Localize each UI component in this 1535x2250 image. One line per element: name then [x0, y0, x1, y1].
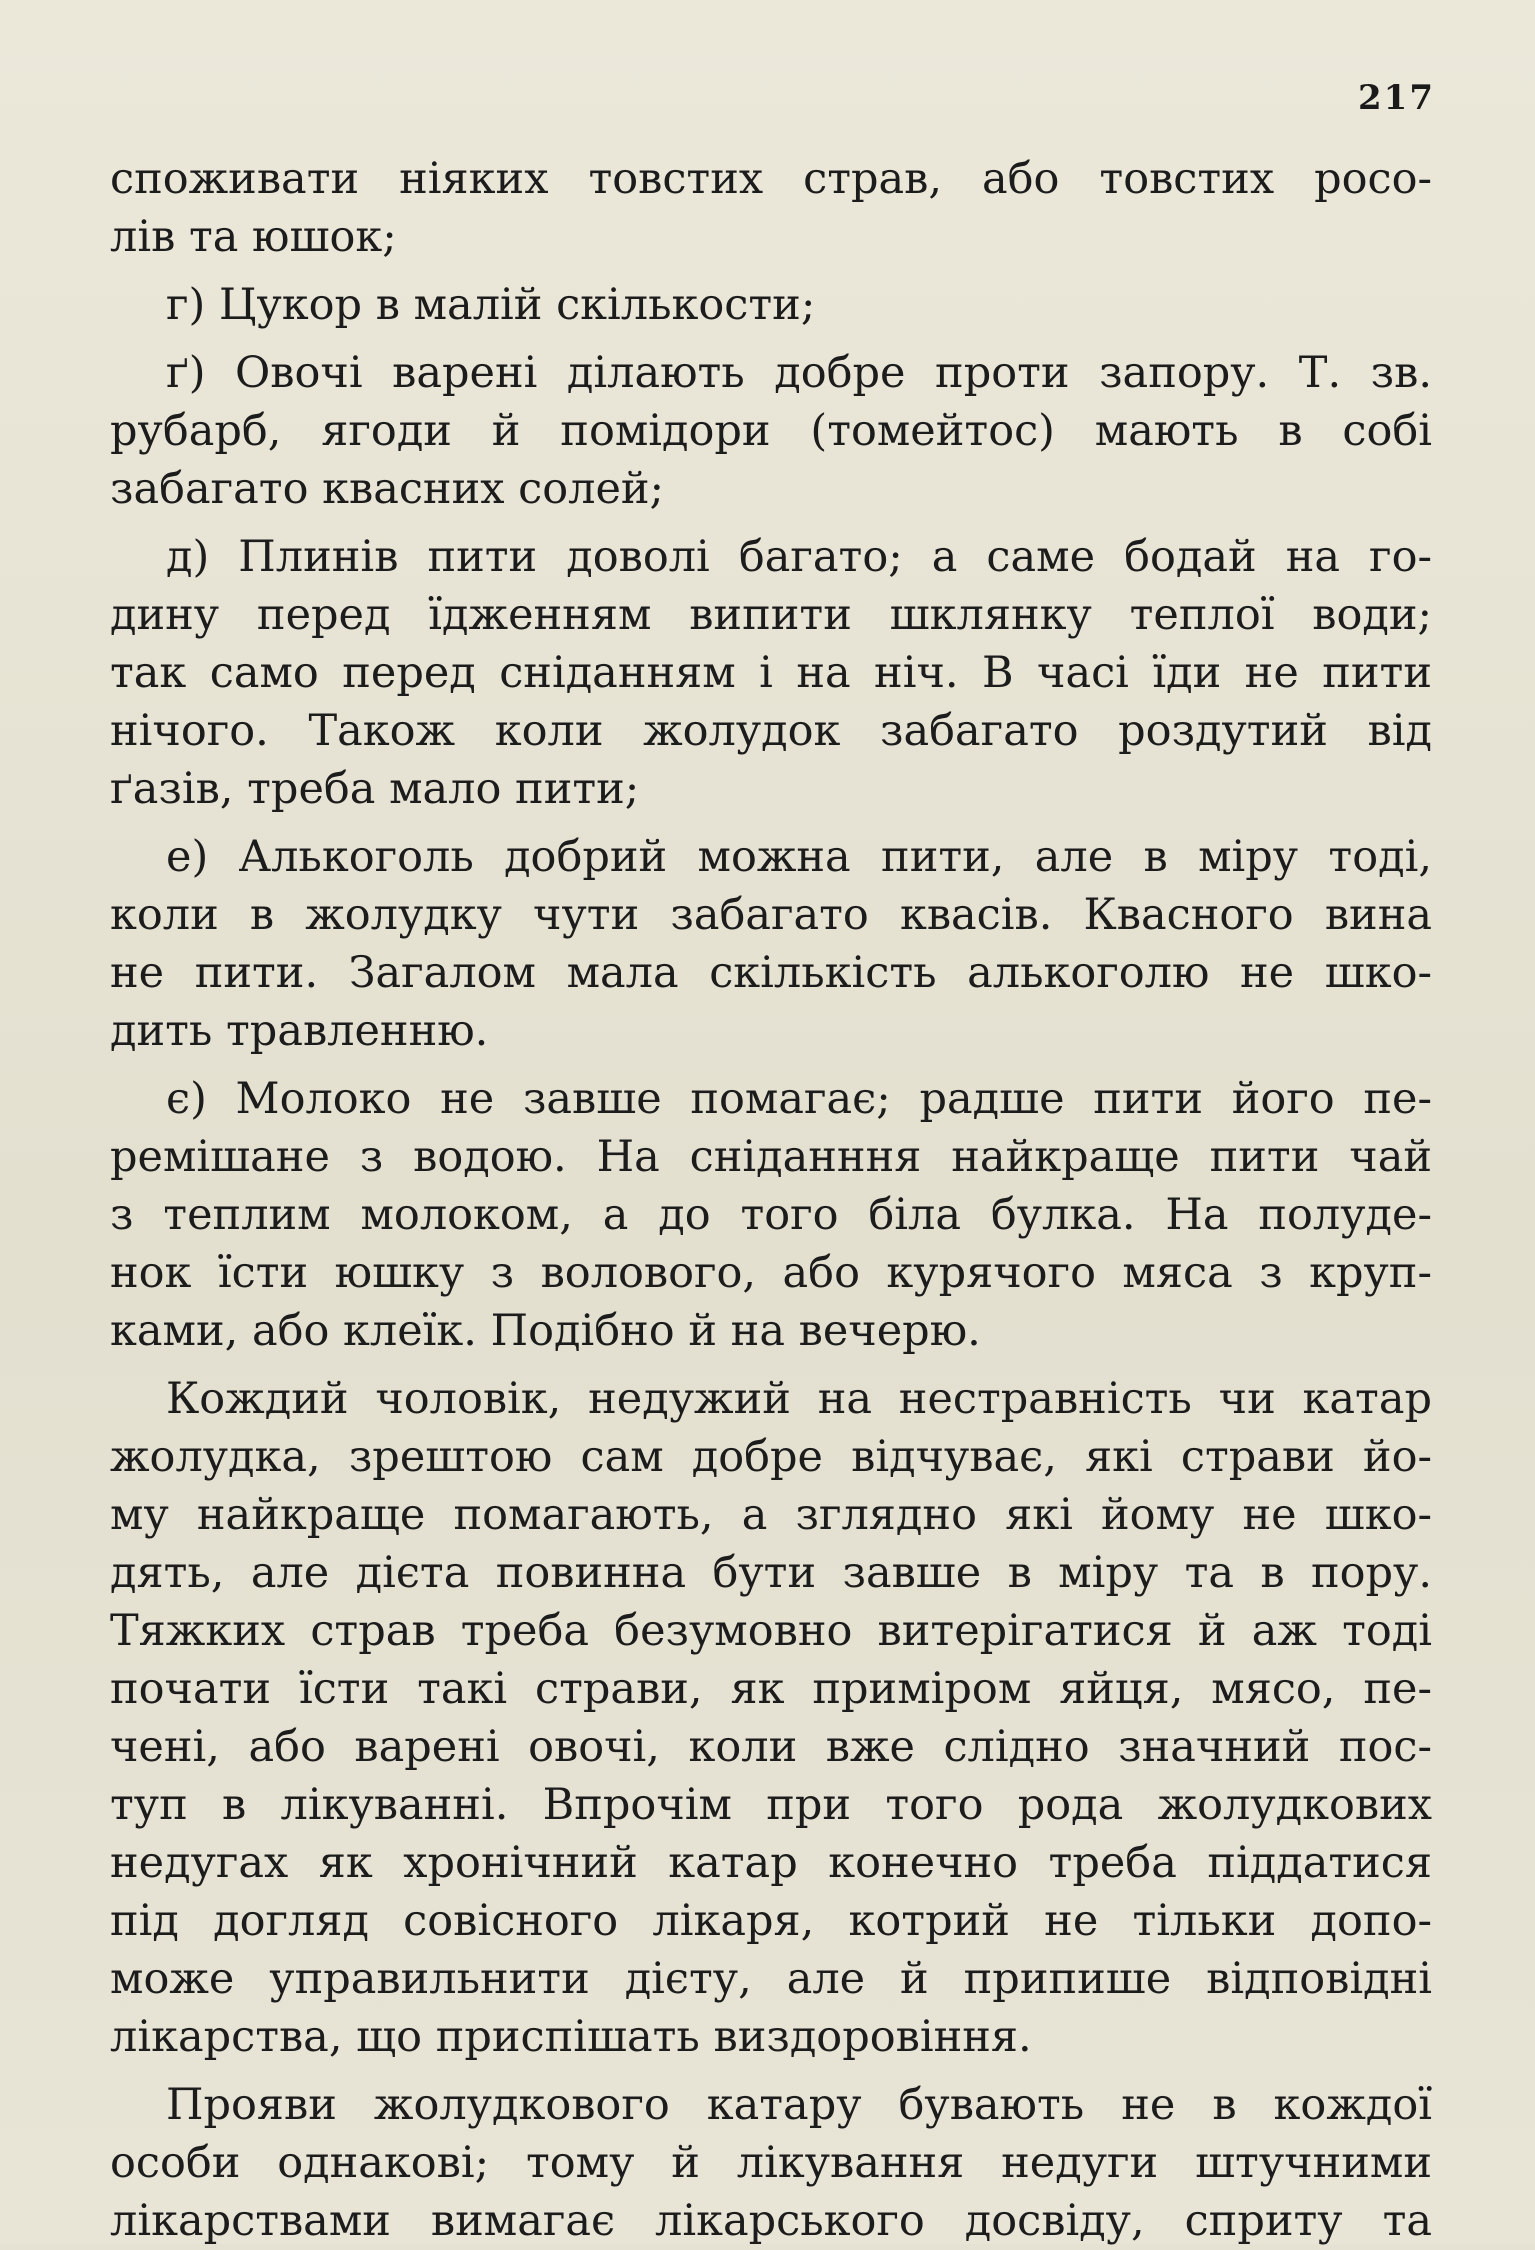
text-line: лікарствами вимагає лікарського досвіду, сприту та [110, 2196, 1432, 2246]
text-line: під догляд совісного лікаря, котрий не тільки допо- [110, 1896, 1432, 1946]
text-line: може управильнити дієту, але й припише відповідні [110, 1954, 1432, 2004]
text-line: забагато квасних солей; [110, 464, 665, 514]
text-line: нічого. Також коли жолудок забагато роздутий від [110, 706, 1432, 756]
text-line: з теплим молоком, а до того біла булка. На полуде- [110, 1190, 1432, 1240]
text-line: туп в лікуванні. Впрочім при того рода жолудкових [110, 1780, 1432, 1830]
text-line: так само перед сніданням і на ніч. В часі їди не пити [110, 648, 1432, 698]
text-line: Тяжких страв треба безумовно витерігатися й аж тоді [110, 1606, 1432, 1656]
text-line: г) Цукор в малій скількости; [166, 280, 816, 330]
text-line: є) Молоко не завше помагає; радше пити його пе- [166, 1074, 1432, 1124]
text-line: му найкраще помагають, а зглядно які йому не шко- [110, 1490, 1432, 1540]
text-line: е) Алькоголь добрий можна пити, але в міру тоді, [166, 832, 1432, 882]
text-line: особи однакові; тому й лікування недуги штучними [110, 2138, 1432, 2188]
text-line: дину перед їдженням випити шклянку теплої води; [110, 590, 1432, 640]
text-line: недугах як хронічний катар конечно треба піддатися [110, 1838, 1432, 1888]
text-line: чені, або варені овочі, коли вже слідно значний пос- [110, 1722, 1432, 1772]
text-line: лікарства, що приспішать виздоровіння. [110, 2012, 1032, 2062]
text-line: ґ) Овочі варені ділають добре проти запору. Т. зв. [166, 348, 1432, 398]
text-line: споживати ніяких товстих страв, або товстих росо- [110, 154, 1432, 204]
text-line: дять, але дієта повинна бути завше в міру та в пору. [110, 1548, 1432, 1598]
text-line: нок їсти юшку з волового, або курячого мяса з круп- [110, 1248, 1432, 1298]
text-line: дить травленню. [110, 1006, 489, 1056]
body-text [110, 150, 1432, 2250]
text-line: лів та юшок; [110, 212, 397, 262]
text-line: коли в жолудку чути забагато квасів. Квасного вина [110, 890, 1432, 940]
text-line: ремішане з водою. На сніданння найкраще пити чай [110, 1132, 1432, 1182]
page-number: 217 [1358, 78, 1435, 118]
text-line: д) Плинів пити доволі багато; а саме бодай на го- [166, 532, 1432, 582]
text-line: жолудка, зрештою сам добре відчуває, які страви йо- [110, 1432, 1432, 1482]
text-line: ґазів, треба мало пити; [110, 764, 640, 814]
text-line: Кождий чоловік, недужий на нестравність чи катар [166, 1374, 1432, 1424]
text-line: почати їсти такі страви, як приміром яйця, мясо, пе- [110, 1664, 1432, 1714]
text-line: рубарб, ягоди й помідори (томейтос) мають в собі [110, 406, 1432, 456]
text-line: ками, або клеїк. Подібно й на вечерю. [110, 1306, 981, 1356]
text-line: Прояви жолудкового катару бувають не в кождої [166, 2080, 1432, 2130]
text-line: не пити. Загалом мала скількість алькоголю не шко- [110, 948, 1432, 998]
